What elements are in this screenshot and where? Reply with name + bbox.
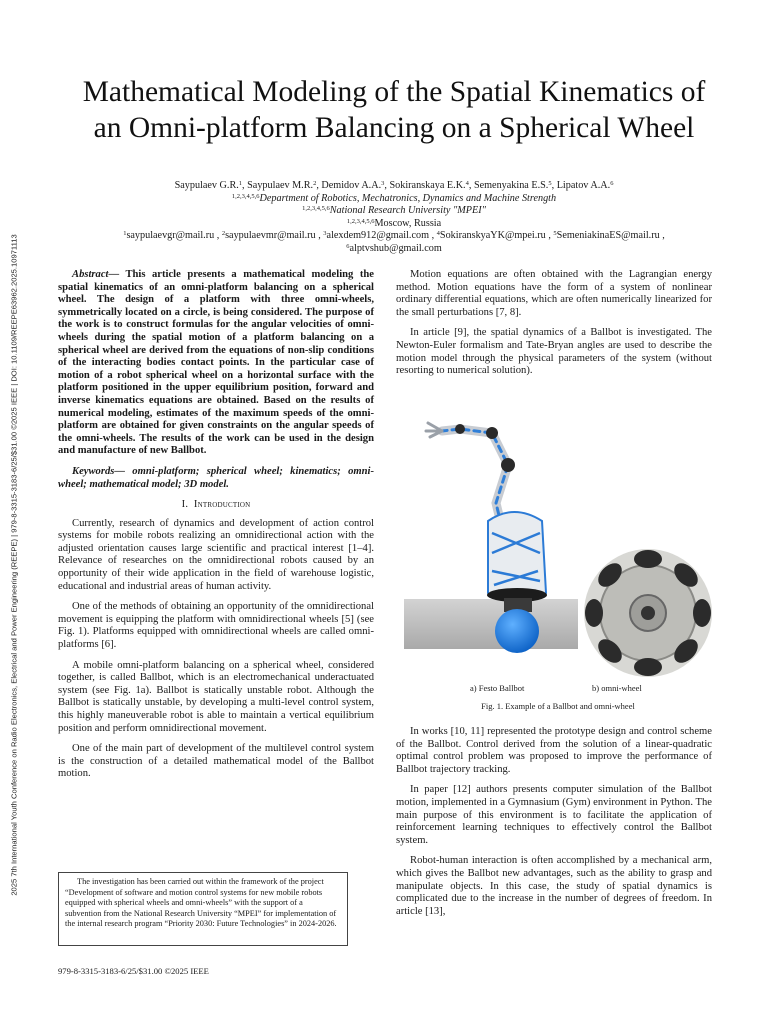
dept-sup: 1,2,3,4,5,6 xyxy=(231,192,260,200)
funding-footnote xyxy=(58,872,348,946)
figure-1 xyxy=(404,403,712,713)
section-heading-introduction xyxy=(58,499,374,512)
figure-caption: Fig. 1. Example of a Ballbot and omni-wheel xyxy=(481,701,635,711)
title-line-1: Mathematical Modeling of the Spatial Kinematics of xyxy=(82,76,706,108)
author-name: Semenyakina E.S. xyxy=(473,180,549,191)
author-name: Sokiranskaya E.K. xyxy=(389,180,466,191)
author-sup: 5 xyxy=(548,180,552,187)
email-sup: 5 xyxy=(553,230,557,238)
copyright-line: 979-8-3315-3183-6/25/$31.00 ©2025 IEEE xyxy=(58,966,209,976)
author-sup: 4 xyxy=(465,180,469,187)
univ-sup: 1,2,3,4,5,6 xyxy=(302,205,330,213)
section-title: Introduction xyxy=(193,499,251,511)
paragraph: A mobile omni-platform balancing on a spherical wheel, considered together, is called Ballbot, which is an electromechanical underactuated system (see Fig. 1a). Ballbot is statically unstable robot. Although the Ballbot is statically unstable, by developing a multi-level control system, this highly maneuverable robot is able to maintain a vertical equilibrium position and perform omnidirectional movement. xyxy=(58,659,374,734)
keywords xyxy=(58,466,374,491)
univ-text: National Research University "MPEI" xyxy=(329,205,486,217)
paragraph: In article [9], the spatial dynamics of a Ballbot is investigated. The Newton-Euler formalism and Tate-Bryan angles are used to describe the motion model through the physical parameters of the system (without resorting to numerical solution). xyxy=(396,327,712,377)
left-column xyxy=(58,269,374,789)
doi-sidebar xyxy=(6,180,22,950)
paragraph: Currently, research of dynamics and development of action control systems for mobile robots realizing an omnidirectional action with the adjusted orientation causes large scientific and practical interest [1–4]. Relevance of researches on the omnidirectional robots caused by an opportunity of their wide application in the field of warehouse logistic, educational and industrial areas of human activity. xyxy=(58,517,374,592)
affiliation-city xyxy=(50,218,738,231)
author-email: saypulaevmr@mail.ru xyxy=(225,230,316,242)
author-email: SemeniakinaES@mail.ru xyxy=(556,230,660,242)
author-email-6 xyxy=(50,243,738,256)
paragraph: One of the methods of obtaining an opportunity of the omnidirectional movement is equipping the platform with omnidirectional wheels [5] (see Fig. 1). Platforms equipped with omnidirectional wheels are called omni-platforms [6]. xyxy=(58,601,374,651)
paragraph: Motion equations are often obtained with the Lagrangian energy method. Motion equations have the form of a system of nonlinear ordinary differential equations, which are often numerically linearized for the small perturbations [7, 8]. xyxy=(396,269,712,318)
email-sup: 2 xyxy=(221,230,226,238)
footnote-text: The investigation has been carried out within the framework of the project “Development of software and motion control systems for new mobile robots equipped with spherical wheels and omni-wheels” with the support of a subvention from the National Research University “MPEI” for implementation of the internal research program “Priority 2030: Future Technologies” in 2024-2026. xyxy=(65,877,337,929)
figure-1-image xyxy=(404,403,712,679)
paragraph: In paper [12] authors presents computer simulation of the Ballbot motion, implemented in a Gymnasium (Gym) environment in Python. The main purpose of this environment is to facilitate the application of reinforcement learning techniques to effectively control the Ballbot system. xyxy=(396,784,712,846)
right-column xyxy=(396,269,712,386)
author-sup: 2 xyxy=(313,180,317,187)
keywords-label: Keywords xyxy=(72,465,115,477)
floor-backdrop xyxy=(404,599,578,649)
omni-wheel-photo xyxy=(584,549,712,677)
author-emails: $^1$saypulaevgr@mail.ru , $^2$saypulaevmr@mail.ru , $^3$alexdem912@gmail.com , $^4$SokiranskyaYK@mpei.ru , $^5$SemeniakinaES@mail.ru , xyxy=(123,230,665,242)
email-sup: 3 xyxy=(323,230,327,238)
author-email: alexdem912@gmail.com xyxy=(326,230,430,242)
author-email: saypulaevgr@mail.ru xyxy=(126,230,215,242)
section-number: I. xyxy=(181,499,189,511)
right-column-lower xyxy=(396,726,712,926)
affiliation-university xyxy=(50,205,738,218)
email-sup: 4 xyxy=(436,230,440,238)
abstract-text: — This article presents a mathematical modeling the spatial kinematics of an omni-platform balancing on a spherical wheel. The design of a platform with three omni-wheels, symmetrically located on a circle, is being considered. The purpose of the work is to construct formulas for the angular velocities of omni-wheels during the spatial motion of a platform balancing on a spherical wheel are derived from the equations of non-slip conditions of the interacting bodies contact points. In the particular case of motion of a robot spherical wheel on a horizontal surface with the platform positioned in the upper equilibrium position, forward and inverse kinematics equations are obtained. Based on the results of numerical modeling, estimates of the maximum speeds of the omni-platform are obtained for given constraints on the angular speeds of the omni-wheels. The results of the work can be used in the design and manufacture of new Ballbot. xyxy=(58,269,374,457)
author-email: SokiranskyaYK@mpei.ru xyxy=(439,230,546,242)
paragraph: In works [10, 11] represented the prototype design and control scheme of the Ballbot. Control derived from the solution of a linear-quadratic optimal control problem was proposed to improve the performance of Ballbot trajectory tracking. xyxy=(396,726,712,775)
sidebar-text: 2025 7th International Youth Conference on Radio Electronics, Electrical and Power Engineering (REEPE) | 979-8-3315-3183-6/25/$31.00 ©2025 IEEE | DOI: 10.1109/REEPE63962.2025.10971113 xyxy=(9,234,19,896)
abstract-label: Abstract xyxy=(72,269,109,280)
subfigure-a-label: a) Festo Ballbot xyxy=(470,683,525,693)
paragraph: Robot-human interaction is often accomplished by a mechanical arm, which gives the Ballbot new advantages, such as the ability to grasp and manipulate objects. In this case, the study of spatial dynamics is complicated due to the increase in the number of degrees of freedom. In article [13], xyxy=(396,855,712,917)
author-names: Saypulaev G.R.$^1$, Saypulaev M.R.$^2$, Demidov A.A.$^3$, Sokiranskaya E.K.$^4$, Semenyakina E.S.$^5$, Lipatov A.A.$^6$ xyxy=(174,180,614,191)
title-line-2: an Omni-platform Balancing on a Spherical Wheel xyxy=(93,112,695,144)
keywords-text: — omni-platform; spherical wheel; kinematics; omni-wheel; mathematical model; 3D model. xyxy=(58,465,374,490)
author-sup: 1 xyxy=(238,180,243,187)
email6-sup: 6 xyxy=(346,242,350,250)
subfigure-b-label: b) omni-wheel xyxy=(592,683,642,693)
city-text: Moscow, Russia xyxy=(374,217,442,229)
author-sup: 6 xyxy=(610,180,614,187)
author-block xyxy=(50,180,738,256)
email6-text: alptvshub@gmail.com xyxy=(349,242,442,254)
author-name: Lipatov A.A. xyxy=(556,180,611,191)
paper-title xyxy=(40,74,748,146)
affiliation-department xyxy=(50,193,738,206)
city-sup: 1,2,3,4,5,6 xyxy=(346,217,375,225)
paragraph: One of the main part of development of the multilevel control system is the construction of a detailed mathematical model of the Ballbot motion. xyxy=(58,743,374,780)
abstract xyxy=(58,269,374,458)
author-name: Demidov A.A. xyxy=(321,180,382,191)
author-name: Saypulaev G.R. xyxy=(174,180,239,191)
email-sup: 1 xyxy=(123,230,127,238)
author-sup: 3 xyxy=(381,180,385,187)
dept-text: Department of Robotics, Mechatronics, Dynamics and Machine Strength xyxy=(259,192,557,204)
author-name: Saypulaev M.R. xyxy=(247,180,314,191)
